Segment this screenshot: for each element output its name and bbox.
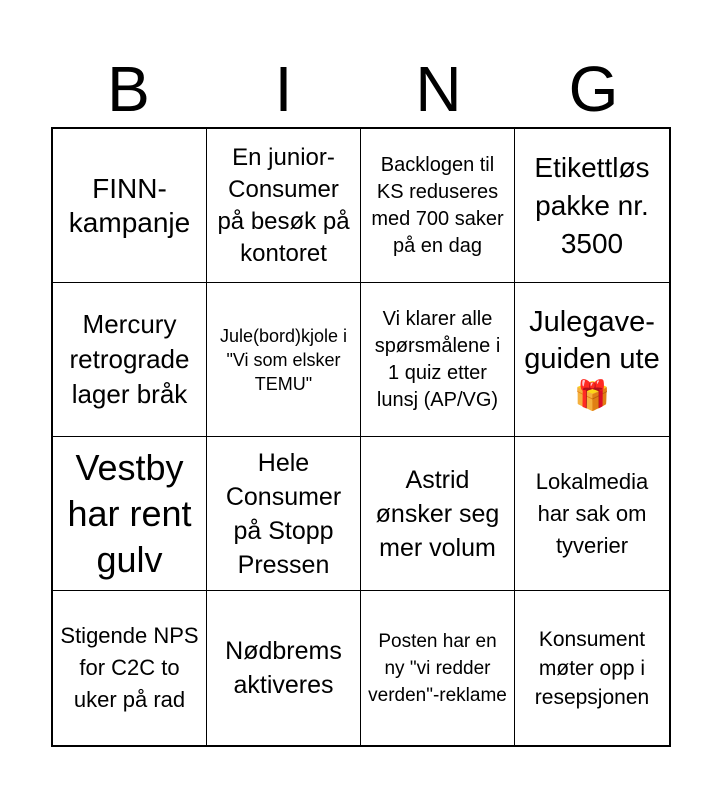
header-letter-b: B bbox=[107, 53, 150, 125]
cell-text: Stigende NPS for C2C to uker på rad bbox=[60, 623, 199, 712]
cell-text: Posten har en ny "vi redder verden"-reklame bbox=[368, 630, 507, 706]
cell-text: Etikettløs pakke nr. 3500 bbox=[534, 151, 650, 259]
bingo-grid bbox=[51, 127, 671, 747]
bingo-cell[interactable] bbox=[53, 129, 207, 283]
cell-text: Mercury retrograde lager bråk bbox=[69, 309, 190, 409]
bingo-cell[interactable] bbox=[361, 591, 515, 745]
header-letter-i: I bbox=[274, 53, 293, 125]
cell-text: Hele Consumer på Stopp Pressen bbox=[225, 448, 342, 579]
cell-text: Astrid ønsker seg mer volum bbox=[375, 465, 500, 562]
cell-text: Vestby har rent gulv bbox=[67, 446, 192, 580]
cell-text: FINN-kampanje bbox=[68, 172, 191, 238]
cell-text: Backlogen til KS reduseres med 700 saker på en dag bbox=[371, 153, 504, 257]
bingo-cell[interactable] bbox=[207, 283, 361, 437]
bingo-cell[interactable] bbox=[53, 437, 207, 591]
bingo-cell[interactable] bbox=[515, 591, 669, 745]
cell-text: En junior-Consumer på besøk på kontoret bbox=[217, 143, 350, 267]
bingo-cell[interactable] bbox=[207, 591, 361, 745]
bingo-cell[interactable] bbox=[361, 129, 515, 283]
bingo-cell[interactable] bbox=[361, 437, 515, 591]
bingo-cell[interactable] bbox=[515, 437, 669, 591]
bingo-cell[interactable] bbox=[53, 283, 207, 437]
bingo-header bbox=[51, 50, 671, 128]
cell-text: Konsument møter opp i resepsjonen bbox=[534, 627, 650, 709]
header-letter-n: N bbox=[415, 53, 462, 125]
bingo-cell[interactable] bbox=[207, 437, 361, 591]
bingo-cell[interactable] bbox=[207, 129, 361, 283]
cell-text: Vi klarer alle spørsmålene i 1 quiz etter lunsj (AP/VG) bbox=[374, 307, 501, 411]
bingo-cell[interactable] bbox=[515, 129, 669, 283]
cell-text: Jule(bord)kjole i "Vi som elsker TEMU" bbox=[219, 325, 348, 394]
bingo-cell[interactable] bbox=[53, 591, 207, 745]
cell-text: Nødbrems aktiveres bbox=[225, 637, 342, 699]
cell-text: Julegave-guiden ute🎁 bbox=[524, 306, 660, 412]
bingo-cell[interactable] bbox=[515, 283, 669, 437]
header-letter-g: G bbox=[568, 53, 619, 125]
bingo-cell[interactable] bbox=[361, 283, 515, 437]
cell-text: Lokalmedia har sak om tyverier bbox=[535, 468, 649, 558]
